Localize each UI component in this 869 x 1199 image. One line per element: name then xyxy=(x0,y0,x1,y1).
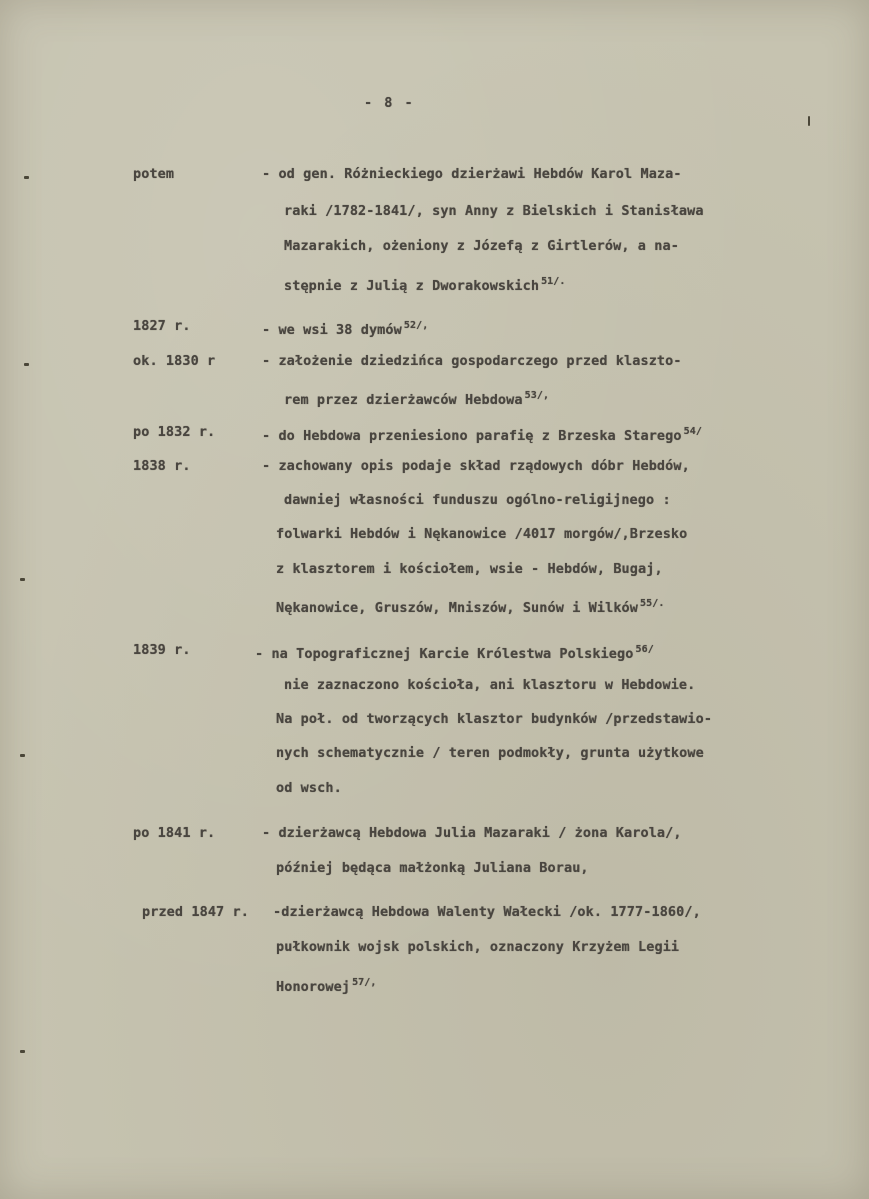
margin-mark xyxy=(24,176,29,179)
page-number: - 8 - xyxy=(364,95,415,111)
entry-date: potem xyxy=(133,166,175,182)
entry-line: z klasztorem i kościołem, wsie - Hebdów, Bugaj, xyxy=(276,561,663,577)
footnote-ref: 52/, xyxy=(403,320,429,331)
entry-line: - założenie dziedzińca gospodarczego przed klaszto- xyxy=(262,353,682,369)
margin-mark xyxy=(20,578,25,581)
entry-line: stępnie z Julią z Dworakowskich $^{51/.}$ xyxy=(284,276,566,294)
entry-line: - zachowany opis podaje skład rządowych dóbr Hebdów, xyxy=(262,458,690,474)
entry-line: folwarki Hebdów i Nękanowice /4017 morgów/,Brzesko xyxy=(276,526,688,542)
entry-line: Mazarakich, ożeniony z Józefą z Girtlerów, a na- xyxy=(284,238,679,254)
margin-mark xyxy=(808,116,810,126)
entry-line: nie zaznaczono kościoła, ani klasztoru w Hebdowie. xyxy=(284,677,696,693)
entry-date: 1827 r. xyxy=(133,318,191,334)
entry-line: nych schematycznie / teren podmokły, grunta użytkowe xyxy=(276,745,704,761)
entry-line: - dzierżawcą Hebdowa Julia Mazaraki / żona Karola/, xyxy=(262,825,682,841)
entry-line: - na Topograficznej Karcie Królestwa Polskiego $^{56/}$ xyxy=(255,644,654,662)
entry-date: po 1841 r. xyxy=(133,825,216,841)
entry-line: - we wsi 38 dymów $^{52/,}$ xyxy=(262,320,429,338)
entry-date: ok. 1830 r xyxy=(133,353,216,369)
entry-line: - do Hebdowa przeniesiono parafię z Brzeska Starego $^{54/}$ xyxy=(262,426,702,444)
entry-date: po 1832 r. xyxy=(133,424,216,440)
footnote-ref: 55/. xyxy=(640,598,665,609)
entry-line: -dzierżawcą Hebdowa Walenty Wałecki /ok. 1777-1860/, xyxy=(273,904,701,920)
footnote-ref: 54/ xyxy=(683,426,702,437)
entry-date: 1839 r. xyxy=(133,642,191,658)
entry-line: później będąca małżonką Juliana Borau, xyxy=(276,860,589,876)
entry-line: od wsch. xyxy=(276,780,342,796)
entry-line: Nękanowice, Gruszów, Mniszów, Sunów i Wilków $^{55/.}$ xyxy=(276,598,665,616)
margin-mark xyxy=(20,1050,25,1053)
footnote-ref: 57/, xyxy=(352,977,377,988)
entry-line: Honorowej $^{57/,}$ xyxy=(276,977,377,995)
margin-mark xyxy=(24,363,29,366)
entry-line: pułkownik wojsk polskich, oznaczony Krzyżem Legii xyxy=(276,939,680,955)
entry-date: przed 1847 r. xyxy=(142,904,249,920)
footnote-ref: 56/ xyxy=(635,644,654,655)
entry-line: raki /1782-1841/, syn Anny z Bielskich i Stanisława xyxy=(284,203,704,219)
entry-line: - od gen. Różnieckiego dzierżawi Hebdów Karol Mazа- xyxy=(262,166,682,182)
entry-line: dawniej własności funduszu ogólno-religijnego : xyxy=(284,492,671,508)
entry-line: Na poł. od tworzących klasztor budynków /przedstawio- xyxy=(276,711,713,727)
entry-line: rem przez dzierżawców Hebdowa $^{53/,}$ xyxy=(284,390,550,408)
footnote-ref: 51/. xyxy=(541,276,566,287)
margin-mark xyxy=(20,754,25,757)
footnote-ref: 53/, xyxy=(524,390,550,401)
entry-date: 1838 r. xyxy=(133,458,191,474)
